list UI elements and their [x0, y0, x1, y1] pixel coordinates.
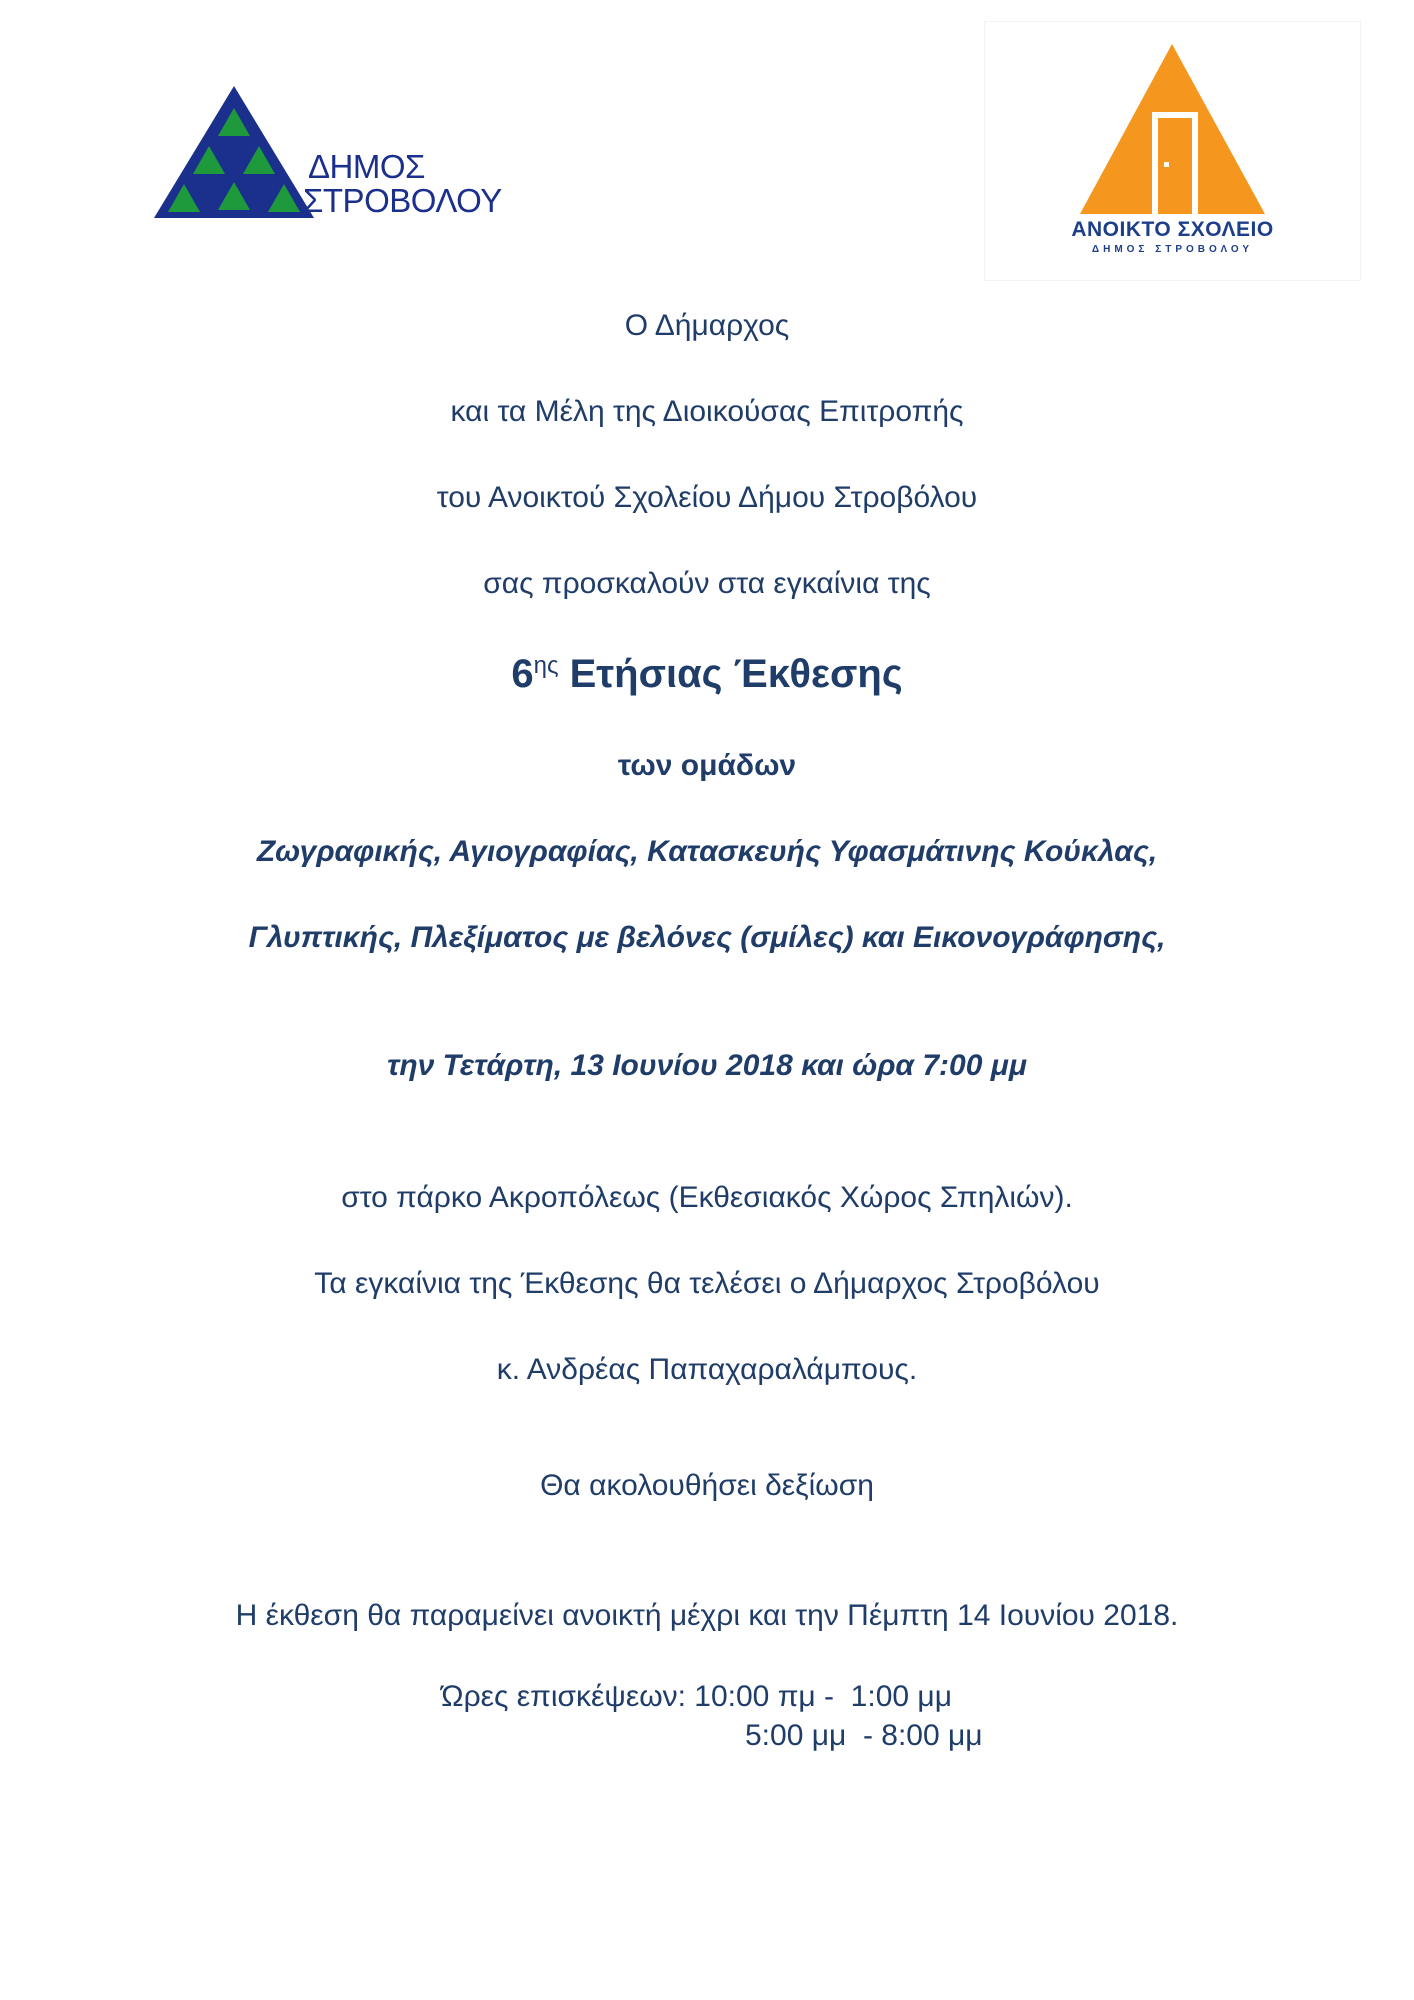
- groups-line-2: Γλυπτικής, Πλεξίματος με βελόνες (σμίλες) και Εικονογράφησης,: [248, 921, 1166, 954]
- invite-line: σας προσκαλούν στα εγκαίνια της: [483, 567, 931, 600]
- title-number: 6: [511, 652, 534, 696]
- title-ordinal-suffix: ης: [533, 652, 559, 679]
- hours-label: Ώρες επισκέψεων:: [441, 1680, 686, 1713]
- venue-line: στο πάρκο Ακροπόλεως (Εκθεσιακός Χώρος Σπηλιών).: [341, 1181, 1073, 1214]
- exhibition-title: [0, 650, 1414, 698]
- title-rest: Ετήσιας Έκθεσης: [558, 652, 903, 696]
- reception-line: Θα ακολουθήσει δεξίωση: [540, 1469, 874, 1502]
- logo-word-dimos: ΔΗΜΟΣ: [308, 148, 425, 185]
- dimos-strovolou-logo: [148, 80, 524, 232]
- school-line: του Ανοικτού Σχολείου Δήμου Στροβόλου: [436, 481, 978, 514]
- mayor-line: Ο Δήμαρχος: [624, 309, 790, 342]
- triangle-logo-icon: [154, 86, 314, 226]
- opening-line-2: κ. Ανδρέας Παπαχαραλάμπους.: [496, 1353, 918, 1386]
- hours-slot-2: 5:00 μμ - 8:00 μμ: [745, 1719, 983, 1752]
- logo-word-strovolou: ΣΤΡΟΒΟΛΟΥ: [303, 182, 502, 219]
- open-door-triangle-icon: [1080, 44, 1265, 214]
- logo-subtitle: ΔΗΜΟΣ ΣΤΡΟΒΟΛΟΥ: [1091, 244, 1254, 255]
- logo-title: ΑΝΟΙΚΤΟ ΣΧΟΛΕΙΟ: [1071, 218, 1274, 241]
- hours-slot-1: 10:00 πμ - 1:00 μμ: [694, 1680, 952, 1713]
- anoikto-scholeio-logo: [985, 22, 1360, 280]
- event-date: την Τετάρτη, 13 Ιουνίου 2018 και ώρα 7:00 μμ: [387, 1049, 1027, 1082]
- visiting-hours: [441, 1677, 983, 1755]
- opening-line-1: Τα εγκαίνια της Έκθεσης θα τελέσει ο Δήμαρχος Στροβόλου: [314, 1267, 1100, 1300]
- groups-line-1: Ζωγραφικής, Αγιογραφίας, Κατασκευής Υφασμάτινης Κούκλας,: [256, 835, 1158, 868]
- open-until-line: Η έκθεση θα παραμείνει ανοικτή μέχρι και την Πέμπτη 14 Ιουνίου 2018.: [235, 1599, 1179, 1632]
- committee-line: και τα Μέλη της Διοικούσας Επιτροπής: [450, 395, 964, 428]
- groups-intro: των ομάδων: [617, 749, 797, 782]
